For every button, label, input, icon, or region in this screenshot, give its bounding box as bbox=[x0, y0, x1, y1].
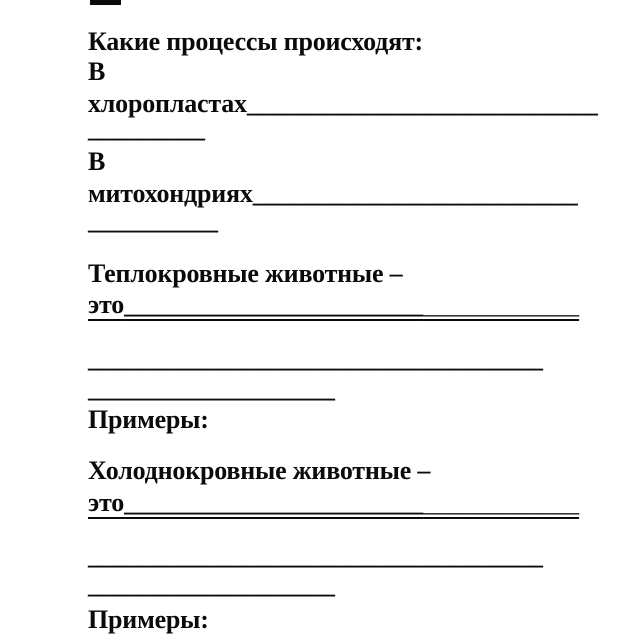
cold-blooded-blank-line-full: ___________________________________ bbox=[88, 541, 543, 570]
mitochondria-blank: _________________________ bbox=[252, 179, 578, 208]
cold-blooded-title: Холоднокровные животные – bbox=[88, 456, 431, 485]
warm-blooded-definition-blank-bold: _______________________ bbox=[124, 290, 424, 319]
warm-blooded-definition-line bbox=[88, 290, 579, 320]
mitochondria-blank-wrap: __________ bbox=[88, 206, 218, 235]
chloroplasts-blank-wrap: _________ bbox=[88, 114, 205, 143]
warm-blooded-definition-blank-thin: ____________ bbox=[423, 290, 580, 319]
warm-blooded-blank-line-full: ___________________________________ bbox=[88, 344, 543, 373]
cold-blooded-definition-blank-thin: ____________ bbox=[423, 488, 580, 517]
chloroplasts-blank: ___________________________ bbox=[246, 89, 598, 118]
chloroplasts-word: хлоропластах bbox=[88, 89, 247, 118]
warm-blooded-blank-line-short: ___________________ bbox=[88, 374, 335, 403]
mitochondria-word: митохондриях bbox=[88, 179, 253, 208]
cold-blooded-examples-label: Примеры: bbox=[88, 605, 209, 634]
mitochondria-line bbox=[88, 179, 578, 209]
cold-blooded-definition-line bbox=[88, 488, 579, 518]
cold-blooded-definition-blank-bold: _______________________ bbox=[124, 488, 424, 517]
heading-what-processes: Какие процессы происходят: bbox=[88, 27, 423, 56]
warm-blooded-definition-prefix: это bbox=[88, 290, 125, 319]
cold-blooded-blank-line-short: ___________________ bbox=[88, 570, 335, 599]
chloroplasts-prefix: В bbox=[88, 57, 106, 86]
cut-off-underscore-fragment bbox=[90, 0, 121, 5]
warm-blooded-examples-label: Примеры: bbox=[88, 405, 209, 434]
cold-blooded-definition-prefix: это bbox=[88, 488, 125, 517]
warm-blooded-title: Теплокровные животные – bbox=[88, 259, 403, 288]
mitochondria-prefix: В bbox=[88, 147, 106, 176]
